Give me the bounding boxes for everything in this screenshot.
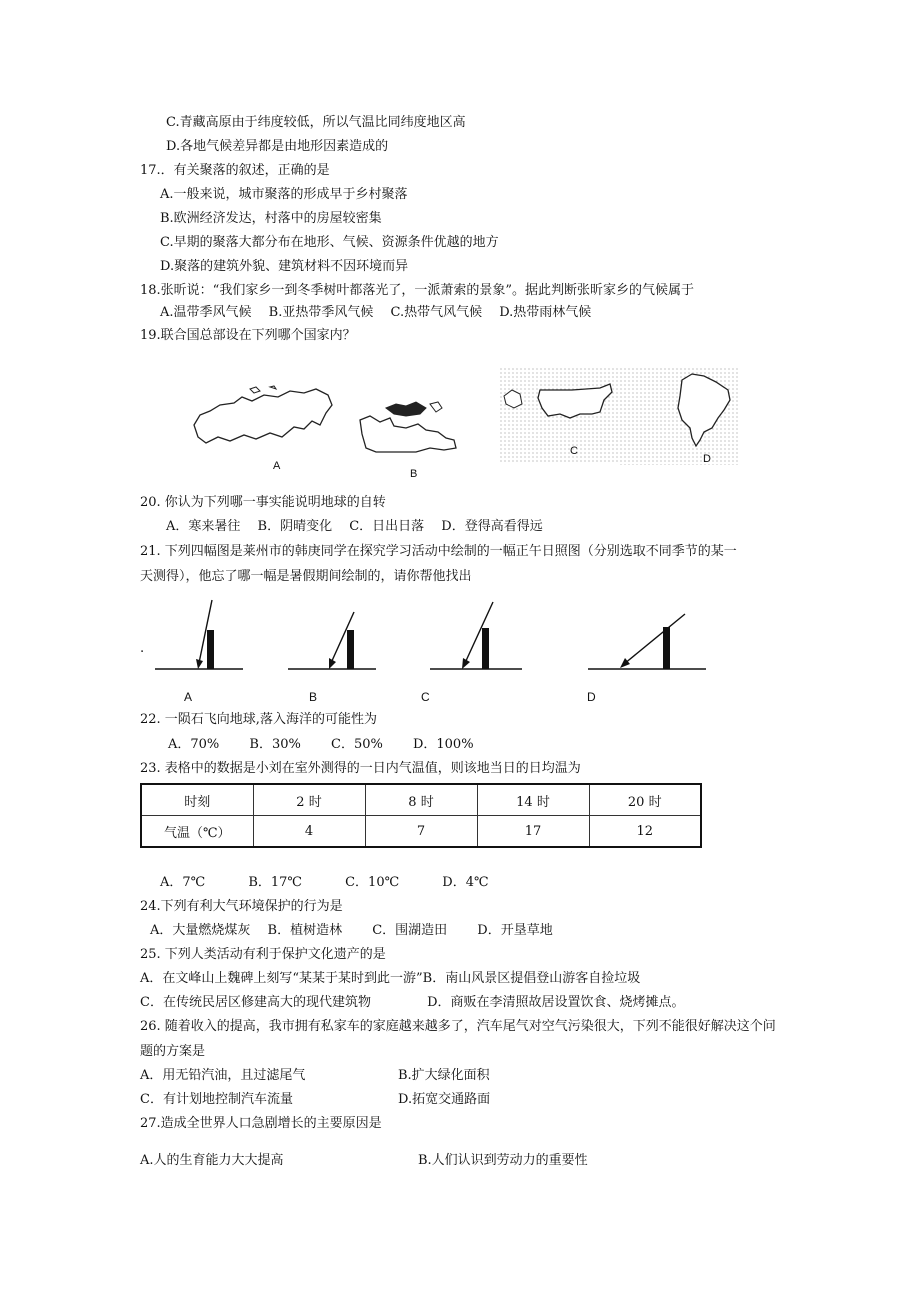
table-cell: 7 [365, 816, 477, 848]
q23-options: A．7℃ B．17℃ C．10℃ D．4℃ [160, 875, 489, 890]
q24-stem: 24.下列有利大气环境保护的行为是 [140, 899, 343, 914]
table-header-cell: 2 时 [253, 784, 365, 816]
q21-stem-line2: 天测得），他忘了哪一幅是暑假期间绘制的，请你帮他找出 [140, 569, 472, 584]
q16-option-c: C.青藏高原由于纬度较低，所以气温比同纬度地区高 [166, 115, 466, 130]
table-cell: 气温（℃） [141, 816, 253, 848]
q18-options: A.温带季风气候 B.亚热带季风气候 C.热带气风气候 D.热带雨林气候 [160, 305, 592, 320]
q22-stem: 22. 一陨石飞向地球,落入海洋的可能性为 [140, 712, 377, 727]
sun-diagram-d [588, 596, 708, 674]
q27-option-b: B.人们认识到劳动力的重要性 [418, 1153, 588, 1168]
sun-label-b: B [309, 690, 318, 704]
map-russia [190, 385, 340, 450]
q17-option-d: D.聚落的建筑外貌、建筑材料不因环境而异 [160, 259, 409, 274]
q16-option-d: D.各地气候差异都是由地形因素造成的 [166, 139, 389, 154]
sun-diagram-a [155, 596, 245, 674]
table-cell: 12 [589, 816, 701, 848]
sun-diagram-b [288, 596, 378, 674]
q25-options-cd: C．在传统民居区修建高大的现代建筑物 D．商贩在李清照故居设置饮食、烧烤摊点。 [140, 995, 685, 1010]
q26-stem-line2: 题的方案是 [140, 1044, 206, 1059]
sun-label-c: C [421, 690, 430, 704]
q20-stem: 20. 你认为下列哪一事实能说明地球的自转 [140, 495, 386, 510]
table-header-cell: 14 时 [477, 784, 589, 816]
map-label-a: A [273, 460, 281, 472]
q26-option-d: D.拓宽交通路面 [398, 1092, 491, 1107]
q17-option-b: B.欧洲经济发达，村落中的房屋较密集 [160, 211, 382, 226]
q21-dot: . [140, 641, 145, 656]
q26-option-b: B.扩大绿化面积 [398, 1068, 490, 1083]
map-label-b: B [410, 468, 418, 480]
q20-options: A．寒来暑往 B．阴晴变化 C．日出日落 D．登得高看得远 [166, 519, 543, 534]
map-canada [356, 400, 461, 460]
q17-stem: 17.．有关聚落的叙述，正确的是 [140, 163, 330, 178]
table-cell: 17 [477, 816, 589, 848]
table-header-cell: 时刻 [141, 784, 253, 816]
q26-option-c: C．有计划地控制汽车流量 [140, 1092, 293, 1107]
q19-stem: 19.联合国总部设在下列哪个国家内？ [140, 328, 356, 343]
map-brazil [620, 368, 738, 465]
q26-option-a: A．用无铅汽油，且过滤尾气 [140, 1068, 306, 1083]
q27-option-a: A.人的生育能力大大提高 [140, 1153, 284, 1168]
q21-stem-line1: 21. 下列四幅图是莱州市的韩庚同学在探究学习活动中绘制的一幅正午日照图（分别选取不同季节的某一 [140, 544, 737, 559]
map-label-d: D [703, 453, 711, 465]
q22-options: A．70% B．30% C．50% D．100% [168, 737, 474, 752]
temperature-table [140, 783, 702, 848]
sun-diagram-c [430, 596, 525, 674]
sun-label-a: A [184, 690, 193, 704]
q17-option-a: A.一般来说，城市聚落的形成早于乡村聚落 [160, 187, 408, 202]
q24-options: A．大量燃烧煤灰 B．植树造林 C．围湖造田 D．开垦草地 [150, 923, 553, 938]
sun-label-d: D [587, 690, 596, 704]
q27-stem: 27.造成全世界人口急剧增长的主要原因是 [140, 1116, 382, 1131]
q25-stem: 25. 下列人类活动有利于保护文化遗产的是 [140, 947, 386, 962]
table-header-cell: 8 时 [365, 784, 477, 816]
q17-option-c: C.早期的聚落大都分布在地形、气候、资源条件优越的地方 [160, 235, 499, 250]
q26-stem-line1: 26. 随着收入的提高，我市拥有私家车的家庭越来越多了，汽车尾气对空气污染很大，下列不能很好解决这个问 [140, 1019, 776, 1034]
table-cell: 4 [253, 816, 365, 848]
map-label-c: C [570, 445, 578, 457]
table-row [141, 816, 701, 848]
table-row [141, 784, 701, 816]
q25-options-ab: A．在文峰山上魏碑上刻写“某某于某时到此一游”B．南山风景区提倡登山游客自捡垃圾 [140, 971, 641, 986]
map-usa [500, 368, 620, 463]
table-header-cell: 20 时 [589, 784, 701, 816]
q18-stem: 18.张昕说：“我们家乡一到冬季树叶都落光了，一派萧索的景象”。据此判断张昕家乡的气候属于 [140, 283, 694, 298]
q23-stem: 23. 表格中的数据是小刘在室外测得的一日内气温值，则该地当日的日均温为 [140, 761, 581, 776]
